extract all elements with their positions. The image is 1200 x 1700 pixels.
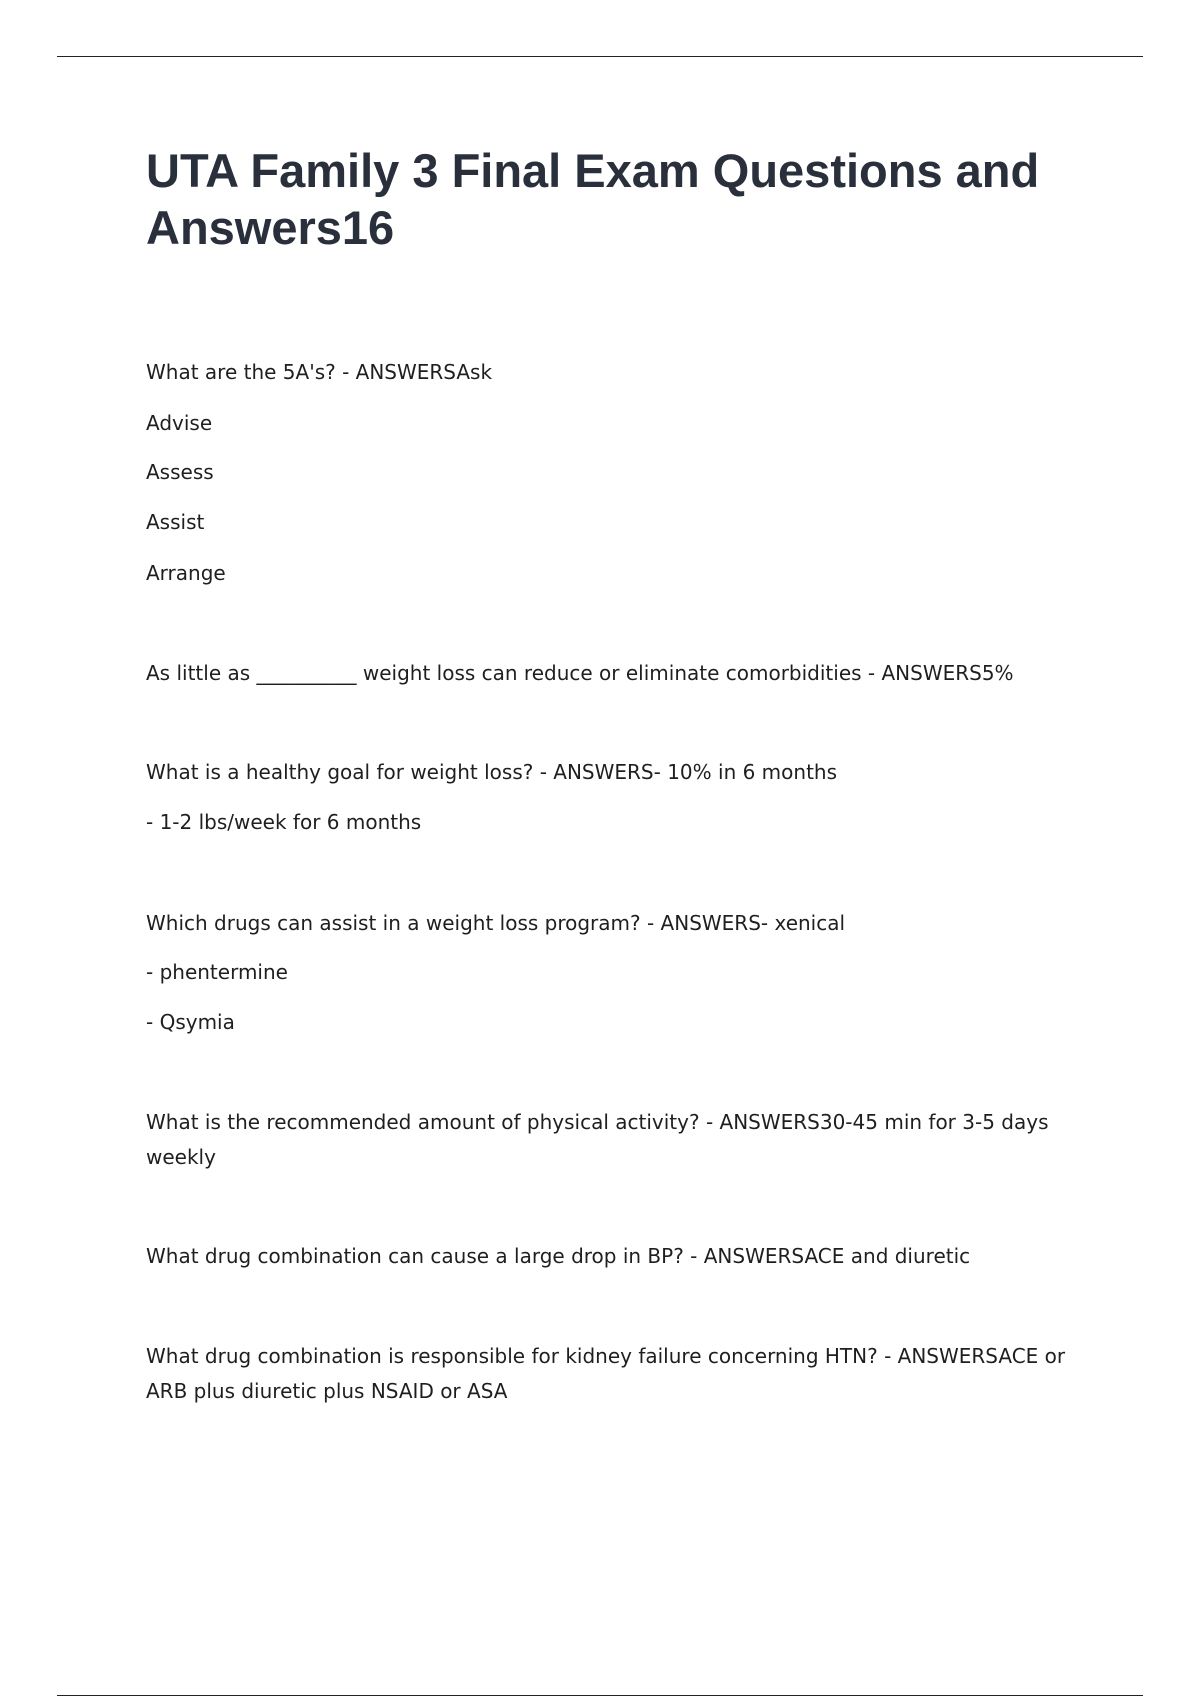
question-bp-drop: What drug combination can cause a large drop in BP? - ANSWERSACE and diuretic — [146, 1244, 971, 1268]
question-weight-loss-comorbidities: As little as __________ weight loss can reduce or eliminate comorbidities - ANSWERS5% — [146, 661, 1014, 685]
answer-line-lbs-week: - 1-2 lbs/week for 6 months — [146, 810, 422, 834]
answer-line-advise: Advise — [146, 411, 213, 435]
answer-line-qsymia: - Qsymia — [146, 1010, 235, 1034]
question-kidney-failure: What drug combination is responsible for kidney failure concerning HTN? - ANSWERSACE or ARB plus diuretic plus NSAID or ASA — [146, 1344, 1066, 1403]
answer-line-arrange: Arrange — [146, 561, 226, 585]
bottom-divider — [57, 1695, 1143, 1696]
answer-line-assist: Assist — [146, 510, 205, 534]
question-weight-loss-drugs: Which drugs can assist in a weight loss program? - ANSWERS- xenical — [146, 911, 846, 935]
question-physical-activity: What is the recommended amount of physical activity? - ANSWERS30-45 min for 3-5 days weekly — [146, 1110, 1049, 1169]
top-divider — [57, 56, 1143, 57]
document-title: UTA Family 3 Final Exam Questions and Answers16 — [146, 144, 1040, 254]
answer-line-phentermine: - phentermine — [146, 960, 288, 984]
question-5as: What are the 5A's? - ANSWERSAsk — [146, 360, 493, 384]
question-healthy-goal: What is a healthy goal for weight loss? - ANSWERS- 10% in 6 months — [146, 760, 838, 784]
answer-line-assess: Assess — [146, 460, 214, 484]
